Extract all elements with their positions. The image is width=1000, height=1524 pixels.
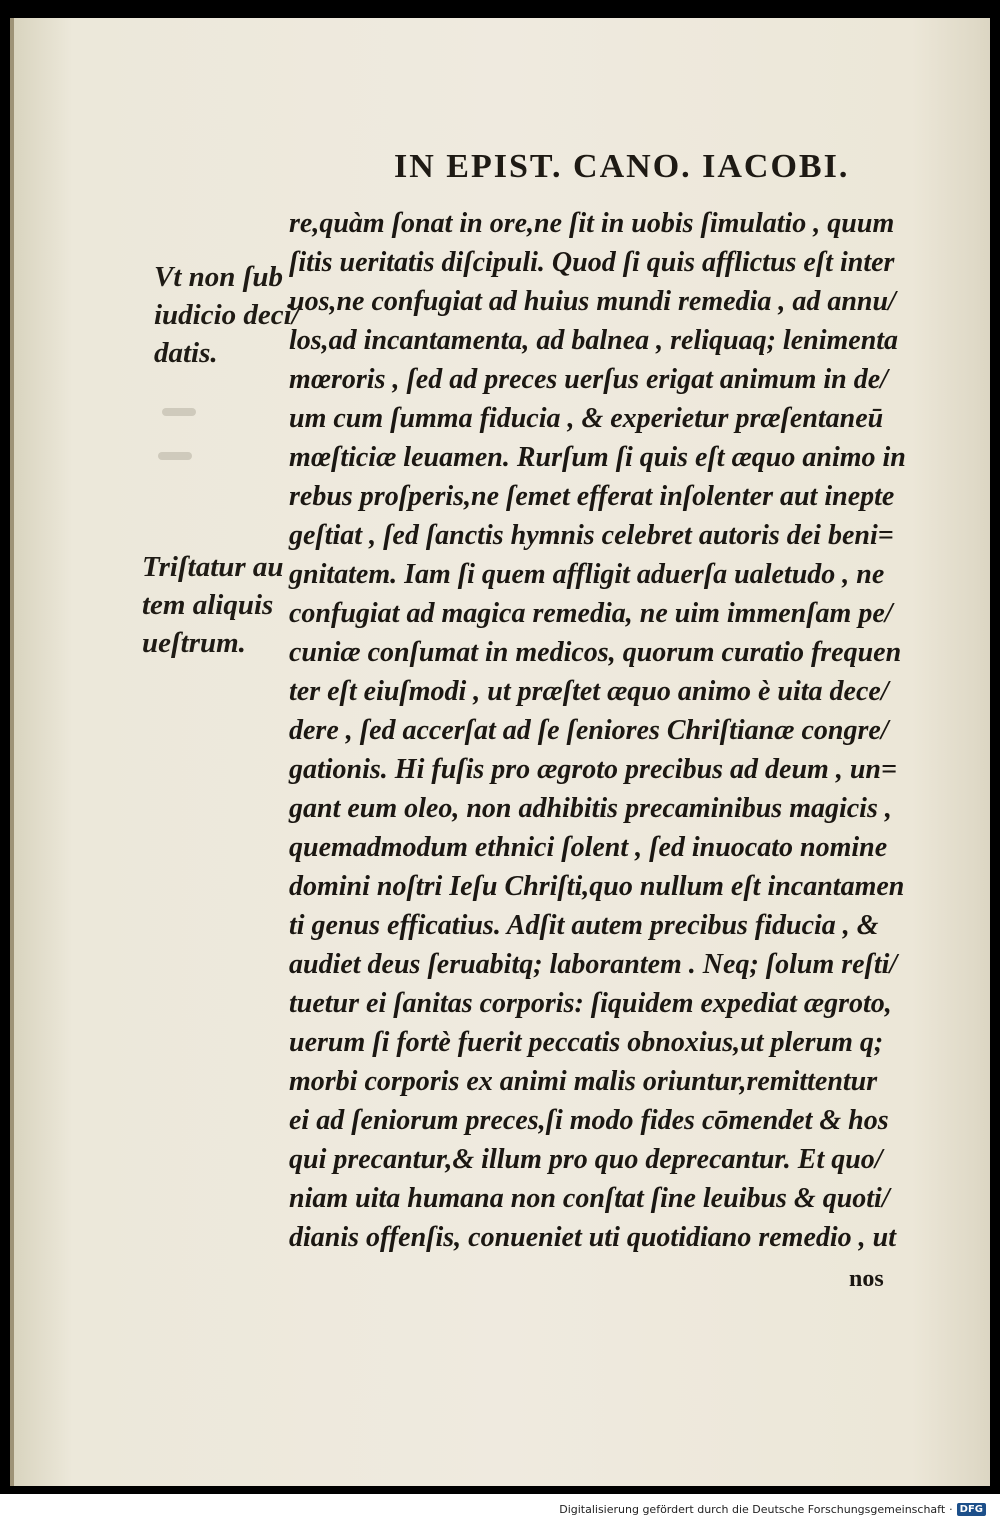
text-line: dianis offenſis, conueniet uti quotidiano remedio , ut [289, 1222, 897, 1253]
funding-footer [555, 1498, 990, 1520]
text-line: confugiat ad magica remedia, ne uim immenſam pe/ [289, 598, 893, 629]
marginal-note-line: Vt non ſub [154, 261, 283, 293]
text-line: tuetur ei ſanitas corporis: ſiquidem expediat ægroto, [289, 988, 892, 1019]
marginal-note-line: iudicio deci/ [154, 299, 300, 331]
text-line: mœſticiæ leuamen. Rurſum ſi quis eſt æquo animo in [289, 442, 906, 473]
text-line: ſitis ueritatis diſcipuli. Quod ſi quis afflictus eſt inter [289, 247, 895, 278]
text-line: qui precantur,& illum pro quo deprecantur. Et quo/ [289, 1144, 883, 1175]
ink-smudge [162, 408, 196, 416]
marginal-note-1 [154, 258, 300, 372]
text-line: ti genus efficatius. Adſit autem precibus fiducia , & [289, 910, 879, 941]
text-line: uos,ne confugiat ad huius mundi remedia , ad annu/ [289, 286, 896, 317]
text-line: uerum ſi fortè fuerit peccatis obnoxius,ut plerum q; [289, 1027, 884, 1058]
text-line: re,quàm ſonat in ore,ne ſit in uobis ſimulatio , quum [289, 208, 895, 239]
text-line: cuniæ conſumat in medicos, quorum curatio frequen [289, 637, 902, 668]
text-line: morbi corporis ex animi malis oriuntur,remittentur [289, 1066, 878, 1097]
text-line: ter eſt eiuſmodi , ut præſtet æquo animo è uita dece/ [289, 676, 889, 707]
catchword: nos [849, 1266, 884, 1292]
text-line: gant eum oleo, non adhibitis precaminibus magicis , [289, 793, 892, 824]
text-line: dere , ſed accerſat ad ſe ſeniores Chriſtianæ congre/ [289, 715, 889, 746]
text-line: audiet deus ſeruabitq; laborantem . Neq; ſolum reſti/ [289, 949, 898, 980]
text-line: ei ad ſeniorum preces,ſi modo fides cōmendet & hos [289, 1105, 889, 1136]
marginal-note-line: ueſtrum. [142, 627, 246, 659]
text-line: los,ad incantamenta, ad balnea , reliquaq; lenimenta [289, 325, 899, 356]
text-line: um cum ſumma fiducia , & experietur præſentaneū [289, 403, 884, 434]
marginal-note-line: datis. [154, 337, 218, 369]
text-line: gationis. Hi fuſis pro ægroto precibus ad deum , un= [289, 754, 897, 785]
marginal-note-2 [142, 548, 284, 662]
text-line: gnitatem. Iam ſi quem affligit aduerſa ualetudo , ne [289, 559, 885, 590]
book-page [10, 18, 990, 1486]
dfg-logo-icon: DFG [957, 1503, 986, 1516]
running-title: IN EPIST. CANO. IACOBI. [394, 148, 850, 185]
text-line: rebus proſperis,ne ſemet efferat inſolenter aut inepte [289, 481, 895, 512]
text-line: geſtiat , ſed ſanctis hymnis celebret autoris dei beni= [289, 520, 894, 551]
marginal-note-line: Triſtatur au [142, 551, 284, 583]
ink-smudge [158, 452, 192, 460]
text-line: mœroris , ſed ad preces uerſus erigat animum in de/ [289, 364, 888, 395]
text-line: niam uita humana non conſtat ſine leuibus & quoti/ [289, 1183, 890, 1214]
main-text-block [289, 204, 949, 1257]
footer-separator: · [949, 1502, 953, 1516]
marginal-note-line: tem aliquis [142, 589, 274, 621]
text-line: quemadmodum ethnici ſolent , ſed inuocato nomine [289, 832, 888, 863]
footer-text: Digitalisierung gefördert durch die Deutsche Forschungsgemeinschaft [559, 1502, 946, 1516]
text-line: domini noſtri Ieſu Chriſti,quo nullum eſt incantamen [289, 871, 905, 902]
